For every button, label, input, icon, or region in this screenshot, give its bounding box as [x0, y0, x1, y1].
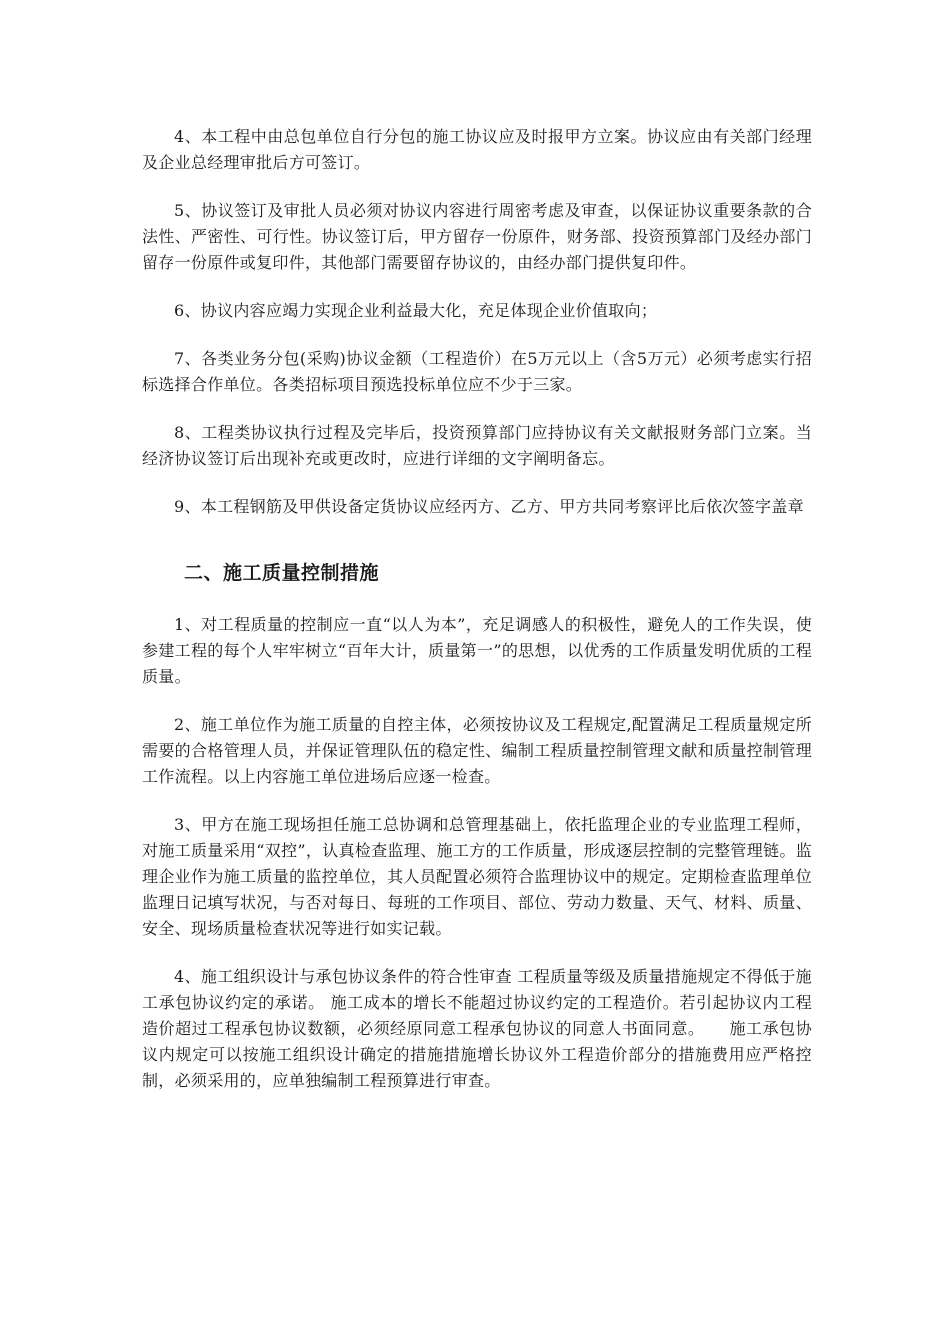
quality-item-1: 1、对工程质量的控制应一直“以人为本”，充足调感人的积极性，避免人的工作失误，使参建工程的每个人牢牢树立“百年大计，质量第一”的思想，以优秀的工作质量发明优质的工程质量。	[142, 615, 812, 686]
section-heading: 二、施工质量控制措施	[184, 562, 380, 584]
quality-item-2: 2、施工单位作为施工质量的自控主体，必须按协议及工程规定,配置满足工程质量规定所需要的合格管理人员，并保证管理队伍的稳定性、编制工程质量控制管理文献和质量控制管理工作流程。以上内容施工单位进场后应逐一检查。	[142, 715, 812, 786]
paragraph-item-9: 9、本工程钢筋及甲供设备定货协议应经丙方、乙方、甲方共同考察评比后依次签字盖章	[174, 497, 804, 516]
quality-item-3: 3、甲方在施工现场担任施工总协调和总管理基础上，依托监理企业的专业监理工程师，对施工质量采用“双控”，认真检查监理、施工方的工作质量，形成逐层控制的完整管理链。监理企业作为施工质量的监控单位，其人员配置必须符合监理协议中的规定。定期检查监理单位监理日记填写状况，与否对每日、每班的工作项目、部位、劳动力数量、天气、材料、质量、安全、现场质量检查状况等进行如实记载。	[142, 815, 812, 938]
document-page	[142, 124, 812, 1116]
paragraph-item-4: 4、本工程中由总包单位自行分包的施工协议应及时报甲方立案。协议应由有关部门经理及企业总经理审批后方可签订。	[142, 127, 812, 172]
paragraph-item-6: 6、协议内容应竭力实现企业利益最大化，充足体现企业价值取向；	[174, 301, 658, 320]
quality-item-4: 4、施工组织设计与承包协议条件的符合性审查 工程质量等级及质量措施规定不得低于施工承包协议约定的承诺。 施工成本的增长不能超过协议约定的工程造价。若引起协议内工程造价超过工程承包协议数额，必须经原同意工程承包协议的同意人书面同意。 施工承包协议内规定可以按施工组织设计确定的措施措施增长协议外工程造价部分的措施费用应严格控制，必须采用的，应单独编制工程预算进行审查。	[142, 967, 812, 1090]
paragraph-item-7: 7、各类业务分包(采购)协议金额（工程造价）在5万元以上（含5万元）必须考虑实行招标选择合作单位。各类招标项目预选投标单位应不少于三家。	[142, 349, 812, 394]
paragraph-item-8: 8、工程类协议执行过程及完毕后，投资预算部门应持协议有关文献报财务部门立案。当经济协议签订后出现补充或更改时，应进行详细的文字阐明备忘。	[142, 423, 812, 468]
paragraph-item-5: 5、协议签订及审批人员必须对协议内容进行周密考虑及审查，以保证协议重要条款的合法性、严密性、可行性。协议签订后，甲方留存一份原件，财务部、投资预算部门及经办部门留存一份原件或复印件，其他部门需要留存协议的，由经办部门提供复印件。	[142, 201, 812, 272]
